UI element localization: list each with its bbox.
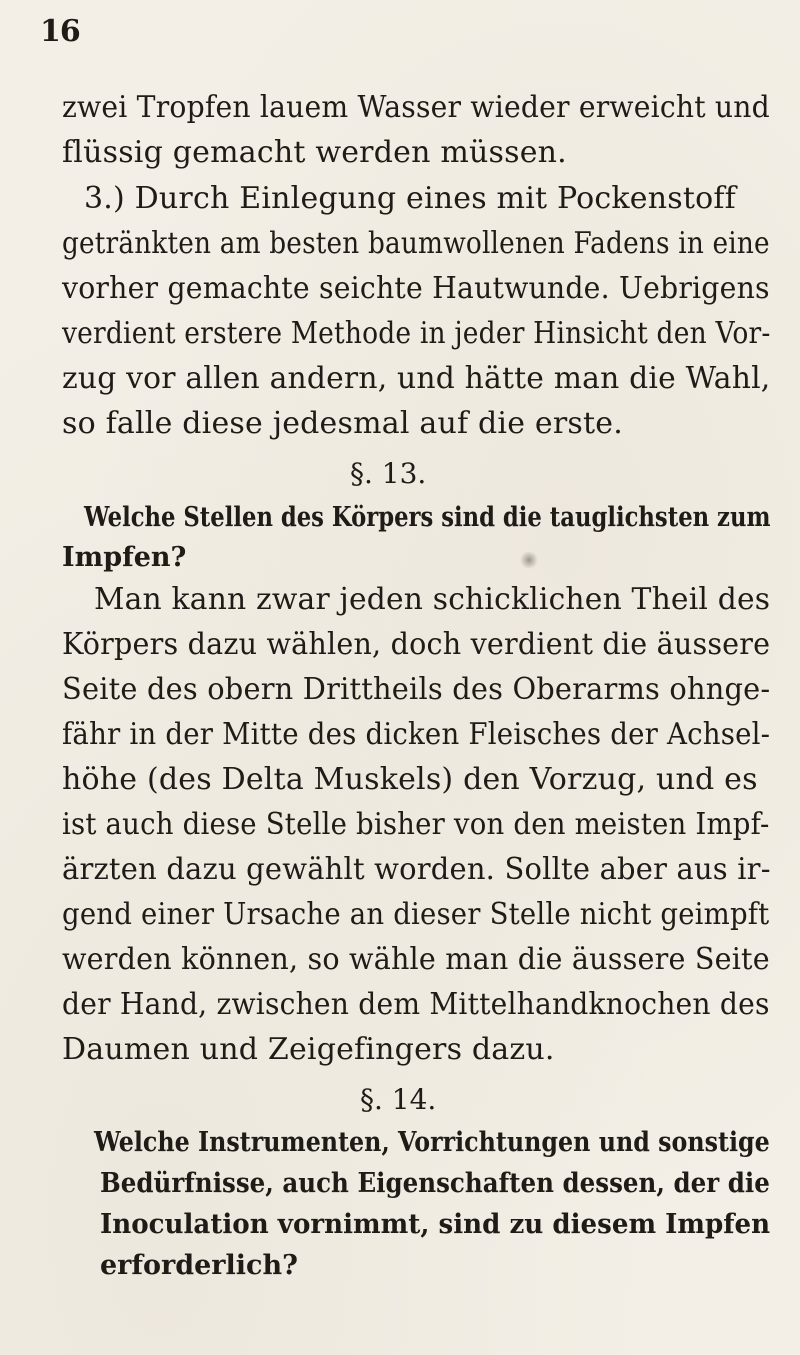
text-line: Daumen und Zeigefingers dazu. xyxy=(62,1032,555,1067)
section-14-question: Bedürfnisse, auch Eigenschaften dessen, der die xyxy=(100,1168,770,1199)
section-14-question: Welche Instrumenten, Vorrichtungen und sonstige xyxy=(94,1127,770,1158)
page-number: 16 xyxy=(40,14,80,49)
text-line: flüssig gemacht werden müssen. xyxy=(62,135,567,170)
text-line: zwei Tropfen lauem Wasser wieder erweicht und xyxy=(62,90,770,125)
text-line: vorher gemachte seichte Hautwunde. Uebrigens xyxy=(62,271,770,306)
ink-smudge xyxy=(520,551,538,569)
section-14-question: Inoculation vornimmt, sind zu diesem Impfen xyxy=(100,1209,771,1240)
section-14-question: erforderlich? xyxy=(100,1250,298,1281)
text-line: ist auch diese Stelle bisher von den meisten Impf- xyxy=(62,807,770,842)
text-line: ärzten dazu gewählt worden. Sollte aber aus ir- xyxy=(62,852,771,887)
section-13-question: Welche Stellen des Körpers sind die tauglichsten zum xyxy=(84,502,771,533)
section-13-question: Impfen? xyxy=(62,542,187,573)
text-line: fähr in der Mitte des dicken Fleisches der Achsel- xyxy=(62,717,771,752)
text-line: getränkten am besten baumwollenen Fadens in eine xyxy=(62,226,770,261)
text-line: höhe (des Delta Muskels) den Vorzug, und es xyxy=(62,762,758,797)
text-line: gend einer Ursache an dieser Stelle nicht geimpft xyxy=(62,897,770,932)
text-line: Man kann zwar jeden schicklichen Theil des xyxy=(94,582,771,617)
section-13-label: §. 13. xyxy=(350,457,427,490)
text-line: werden können, so wähle man die äussere Seite xyxy=(62,942,770,977)
text-line: Körpers dazu wählen, doch verdient die äussere xyxy=(62,627,771,662)
section-14-label: §. 14. xyxy=(360,1083,437,1116)
text-line: verdient erstere Methode in jeder Hinsicht den Vor- xyxy=(62,316,771,351)
text-line: 3.) Durch Einlegung eines mit Pockenstoff xyxy=(84,181,736,216)
text-line: Seite des obern Drittheils des Oberarms ohnge- xyxy=(62,672,771,707)
text-line: der Hand, zwischen dem Mittelhandknochen des xyxy=(62,987,770,1022)
text-line: zug vor allen andern, und hätte man die Wahl, xyxy=(62,361,771,396)
text-line: so falle diese jedesmal auf die erste. xyxy=(62,406,623,441)
